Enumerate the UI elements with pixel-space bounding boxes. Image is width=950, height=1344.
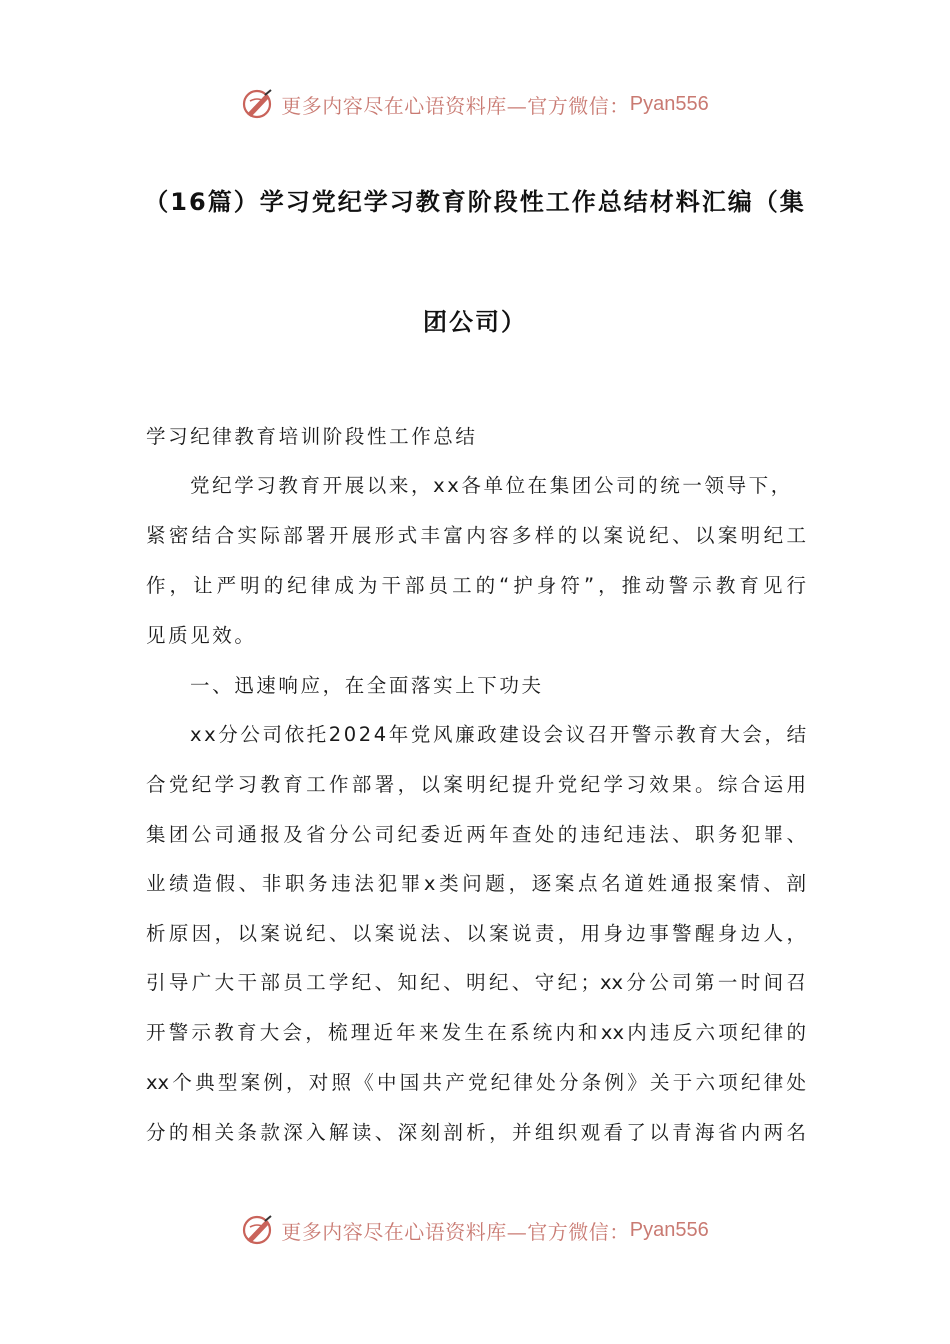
header-watermark — [0, 84, 950, 124]
watermark-text: 更多内容尽在心语资料库—官方微信： — [281, 1219, 630, 1244]
body-line: 见质见效。 — [146, 624, 257, 647]
body-line: 紧密结合实际部署开展形式丰富内容多样的以案说纪、以案明纪工 — [146, 524, 806, 547]
subheading: 一、迅速响应，在全面落实上下功夫 — [190, 674, 544, 697]
body-line: 合党纪学习教育工作部署，以案明纪提升党纪学习效果。综合运用 — [146, 773, 806, 796]
body-line: xx个典型案例，对照《中国共产党纪律处分条例》关于六项纪律处 — [146, 1071, 806, 1094]
section-heading: 学习纪律教育培训阶段性工作总结 — [146, 425, 478, 448]
footer-watermark — [0, 1210, 950, 1250]
body-line: 集团公司通报及省分公司纪委近两年查处的违纪违法、职务犯罪、 — [146, 823, 806, 846]
body-line: 党纪学习教育开展以来，xx各单位在集团公司的统一领导下， — [190, 474, 793, 497]
pen-logo-icon — [241, 1213, 275, 1247]
watermark-text: 更多内容尽在心语资料库—官方微信： — [281, 93, 630, 118]
body-line: 引导广大干部员工学纪、知纪、明纪、守纪；xx分公司第一时间召 — [146, 971, 806, 994]
body-line: 分的相关条款深入解读、深刻剖析，并组织观看了以青海省内两名 — [146, 1121, 806, 1144]
body-line: 析原因，以案说纪、以案说法、以案说责，用身边事警醒身边人， — [146, 922, 806, 945]
watermark-id: Pyan556 — [629, 92, 709, 115]
watermark-id: Pyan556 — [629, 1218, 709, 1241]
page-title-line-1: （16篇）学习党纪学习教育阶段性工作总结材料汇编（集 — [144, 188, 806, 216]
body-line: 业绩造假、非职务违法犯罪x类问题，逐案点名道姓通报案情、剖 — [146, 872, 806, 895]
page-title-line-2: 团公司） — [423, 308, 527, 336]
body-line: 开警示教育大会，梳理近年来发生在系统内和xx内违反六项纪律的 — [146, 1021, 806, 1044]
pen-logo-icon — [241, 87, 275, 121]
body-line: xx分公司依托2024年党风廉政建设会议召开警示教育大会，结 — [190, 723, 809, 746]
body-line: 作，让严明的纪律成为干部员工的“护身符”，推动警示教育见行 — [146, 574, 806, 597]
